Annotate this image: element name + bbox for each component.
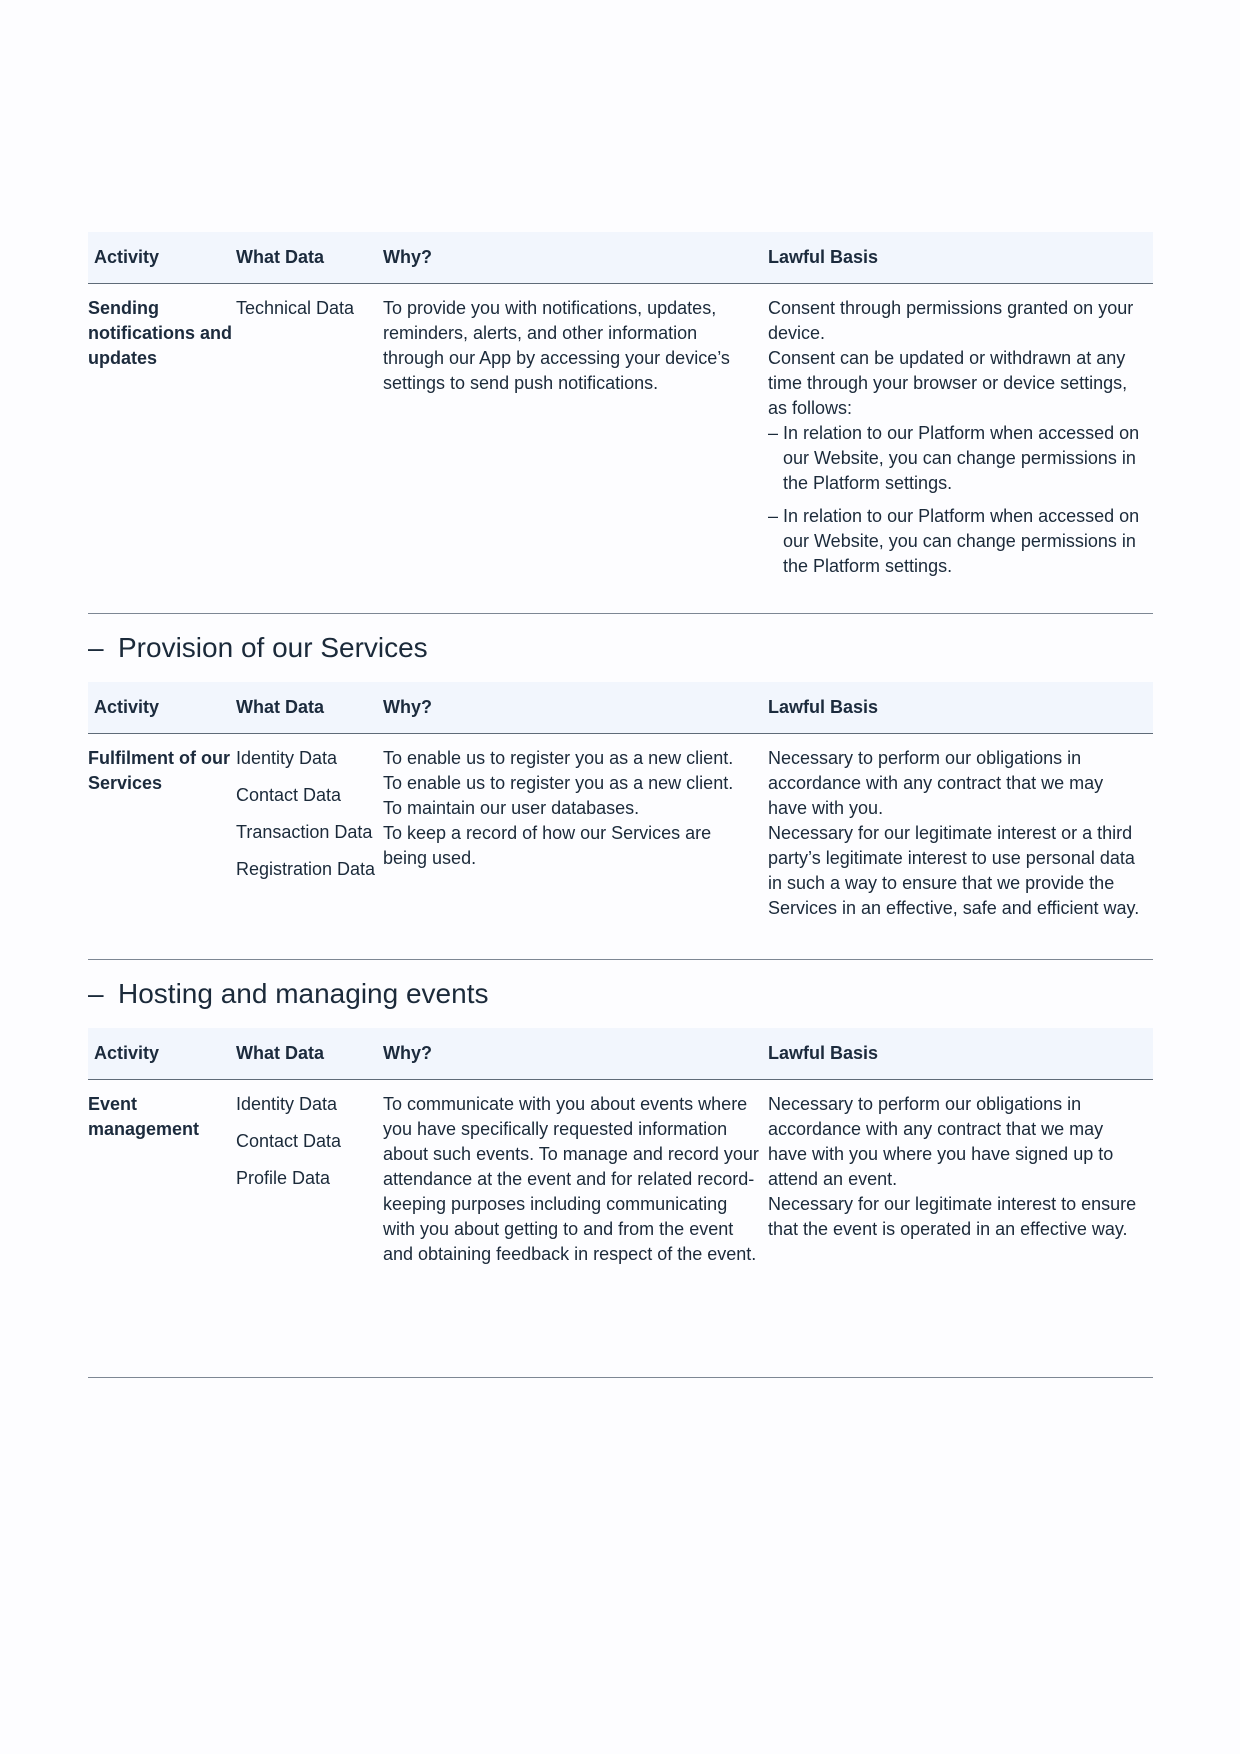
what-data-item: Identity Data [236,748,338,768]
header-activity: Activity [94,247,160,267]
activity-cell: Sending notifications and updates [88,298,232,368]
lawful-basis-text: Necessary for our legitimate interest or a third party’s legitimate interest to use personal data in such a way to ensure that we provide the Services in an effective, safe and efficient way. [768,823,1140,918]
lawful-basis-cell [768,296,1153,613]
lawful-basis-cell [768,1092,1153,1377]
activity-cell: Fulfilment of our Services [88,748,230,793]
what-data-cell [236,1092,383,1377]
why-cell: To communicate with you about events where you have specifically requested information about such events. To manage and record your attendance at the event and for related record-keeping purposes including communicating with you about getting to and from the event and obtaining feedback in respect of the event. [383,1094,759,1264]
lawful-basis-cell [768,746,1153,959]
lawful-basis-text: Necessary to perform our obligations in accordance with any contract that we may have with you. [768,748,1104,818]
lawful-basis-text: Consent through permissions granted on your device. [768,298,1134,343]
lawful-basis-list-item: – In relation to our Platform when accessed on our Website, you can change permissions in the Platform settings. [768,421,1147,496]
activity-cell: Event management [88,1094,200,1139]
what-data-item: Contact Data [236,785,342,805]
header-why: Why? [383,697,432,717]
header-activity: Activity [94,697,160,717]
header-lawful-basis: Lawful Basis [768,247,879,267]
header-why: Why? [383,247,432,267]
section-title: Provision of our Services [118,632,428,663]
notifications-table [88,232,1153,614]
why-cell: To provide you with notifications, updates, reminders, alerts, and other information through our App by accessing your device’s settings to send push notifications. [383,298,730,393]
why-cell [383,746,768,959]
header-why: Why? [383,1043,432,1063]
section-dash: – [88,978,104,1009]
privacy-document-page [88,232,1153,1378]
why-line: To enable us to register you as a new client. [383,748,734,768]
header-lawful-basis: Lawful Basis [768,1043,879,1063]
what-data-item: Profile Data [236,1168,331,1188]
what-data-item: Transaction Data [236,822,373,842]
provision-table [88,682,1153,960]
section-heading-provision [88,614,1153,682]
table-header [88,682,1153,734]
header-lawful-basis: Lawful Basis [768,697,879,717]
lawful-basis-text: Necessary to perform our obligations in accordance with any contract that we may have with you where you have signed up to attend an event. [768,1094,1114,1189]
table-header [88,1028,1153,1080]
events-table [88,1028,1153,1378]
section-title: Hosting and managing events [118,978,489,1009]
table-row [88,1080,1153,1378]
what-data-cell [236,296,383,613]
lawful-basis-list-item: – In relation to our Platform when accessed on our Website, you can change permissions in the Platform settings. [768,504,1147,579]
what-data-item: Technical Data [236,298,355,318]
what-data-item: Contact Data [236,1131,342,1151]
why-line: To maintain our user databases. [383,798,640,818]
why-line: To keep a record of how our Services are being used. [383,823,712,868]
table-row [88,284,1153,614]
header-what-data: What Data [236,697,325,717]
table-header [88,232,1153,284]
table-row [88,734,1153,960]
lawful-basis-text: Necessary for our legitimate interest to ensure that the event is operated in an effective way. [768,1194,1137,1239]
what-data-cell [236,746,383,959]
header-what-data: What Data [236,247,325,267]
what-data-item: Registration Data [236,859,376,879]
why-line: To enable us to register you as a new client. [383,773,734,793]
lawful-basis-text: Consent can be updated or withdrawn at any time through your browser or device settings, as follows: [768,348,1128,418]
section-dash: – [88,632,104,663]
header-activity: Activity [94,1043,160,1063]
header-what-data: What Data [236,1043,325,1063]
section-heading-events [88,960,1153,1028]
what-data-item: Identity Data [236,1094,338,1114]
